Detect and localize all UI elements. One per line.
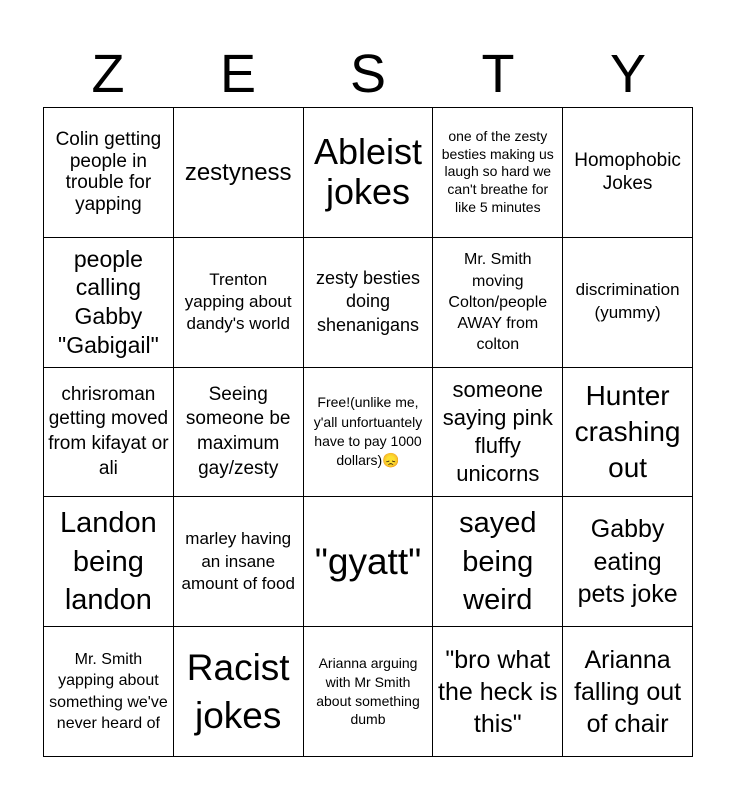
- bingo-grid: [43, 107, 693, 757]
- bingo-cell[interactable]: Arianna falling out of chair: [563, 627, 693, 757]
- bingo-cell[interactable]: zesty besties doing shenanigans: [304, 238, 434, 368]
- bingo-cell[interactable]: Gabby eating pets joke: [563, 497, 693, 627]
- bingo-cell[interactable]: Landon being landon: [44, 497, 174, 627]
- bingo-cell[interactable]: someone saying pink fluffy unicorns: [433, 368, 563, 498]
- bingo-cell[interactable]: Colin getting people in trouble for yapping: [44, 108, 174, 238]
- bingo-cell[interactable]: "bro what the heck is this": [433, 627, 563, 757]
- bingo-cell[interactable]: Free!(unlike me, y'all unfortuantely have to pay 1000 dollars)😞: [304, 368, 434, 498]
- bingo-cell[interactable]: "gyatt": [304, 497, 434, 627]
- bingo-cell[interactable]: Trenton yapping about dandy's world: [174, 238, 304, 368]
- bingo-cell[interactable]: chrisroman getting moved from kifayat or ali: [44, 368, 174, 498]
- bingo-cell[interactable]: zestyness: [174, 108, 304, 238]
- bingo-cell[interactable]: Racist jokes: [174, 627, 304, 757]
- bingo-cell[interactable]: Hunter crashing out: [563, 368, 693, 498]
- header-letter-e: E: [219, 44, 257, 104]
- header-letter-z: Z: [91, 44, 125, 104]
- bingo-cell[interactable]: Seeing someone be maximum gay/zesty: [174, 368, 304, 498]
- bingo-header: [43, 40, 693, 108]
- header-letter-s: S: [349, 44, 387, 104]
- header-letter-y: Y: [609, 44, 647, 104]
- bingo-cell[interactable]: marley having an insane amount of food: [174, 497, 304, 627]
- bingo-cell[interactable]: people calling Gabby "Gabigail": [44, 238, 174, 368]
- header-letter-t: T: [481, 44, 515, 104]
- bingo-cell[interactable]: Arianna arguing with Mr Smith about something dumb: [304, 627, 434, 757]
- bingo-cell[interactable]: one of the zesty besties making us laugh so hard we can't breathe for like 5 minutes: [433, 108, 563, 238]
- bingo-cell[interactable]: Ableist jokes: [304, 108, 434, 238]
- bingo-cell[interactable]: discrimination (yummy): [563, 238, 693, 368]
- bingo-cell[interactable]: Mr. Smith yapping about something we've never heard of: [44, 627, 174, 757]
- bingo-cell[interactable]: sayed being weird: [433, 497, 563, 627]
- bingo-cell[interactable]: Homophobic Jokes: [563, 108, 693, 238]
- bingo-cell[interactable]: Mr. Smith moving Colton/people AWAY from colton: [433, 238, 563, 368]
